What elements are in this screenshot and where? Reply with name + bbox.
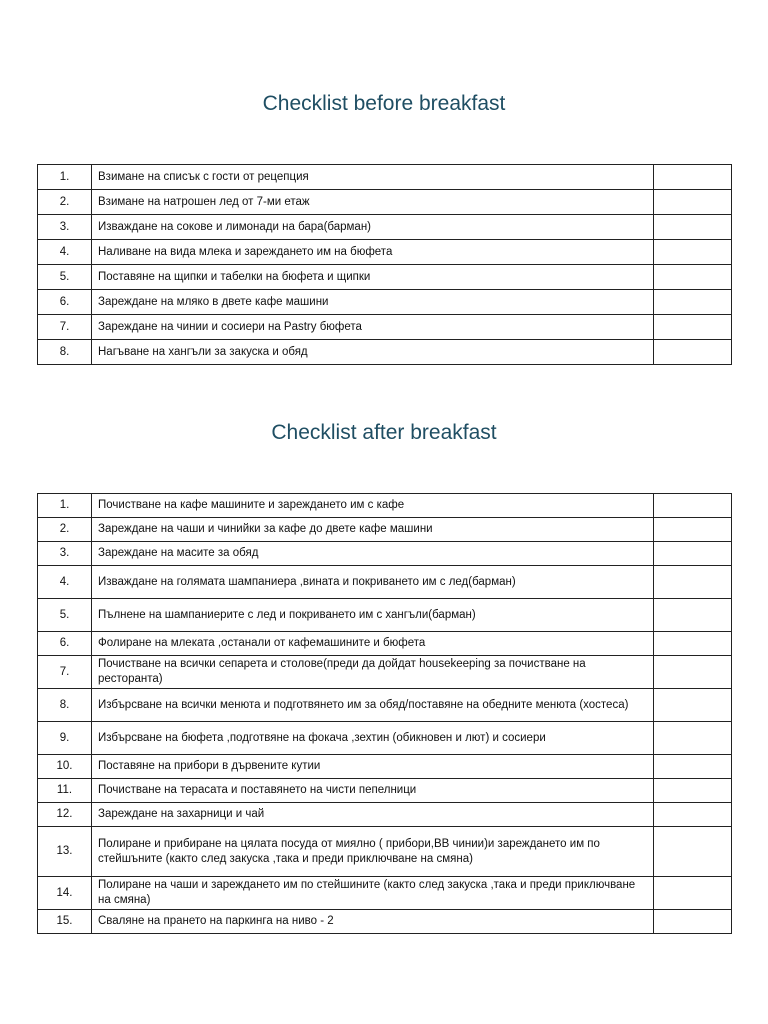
before-row-number: 1. [38, 165, 92, 190]
after-row [38, 910, 732, 934]
after-row-check-cell[interactable] [654, 542, 732, 566]
before-row-task: Изваждане на сокове и лимонади на бара(барман) [92, 215, 654, 240]
after-row [38, 566, 732, 599]
after-row-task: Пълнене на шампаниерите с лед и покриването им с хангъли(барман) [92, 599, 654, 632]
before-row [38, 315, 732, 340]
before-row [38, 340, 732, 365]
after-row [38, 755, 732, 779]
checklist-after-title: Checklist after breakfast [271, 421, 497, 444]
after-row-task: Полиране на чаши и зареждането им по стейшините (както след закуска ,така и преди приключване на смяна) [92, 877, 654, 910]
before-row-task: Зареждане на мляко в двете кафе машини [92, 290, 654, 315]
before-row [38, 165, 732, 190]
before-row [38, 290, 732, 315]
after-row [38, 632, 732, 656]
checklist-before-body [38, 165, 732, 365]
before-row-number: 4. [38, 240, 92, 265]
after-row-task: Полиране и прибиране на цялата посуда от миялно ( прибори,ВВ чинии)и зареждането им по стейшъните (както след закуска ,така и преди приключване на смяна) [92, 827, 654, 877]
after-row-task: Зареждане на захарници и чай [92, 803, 654, 827]
before-row [38, 265, 732, 290]
after-row-check-cell[interactable] [654, 689, 732, 722]
after-row-check-cell[interactable] [654, 566, 732, 599]
after-row [38, 542, 732, 566]
checklist-before-table [37, 164, 732, 365]
after-row-check-cell[interactable] [654, 827, 732, 877]
after-row-number: 9. [38, 722, 92, 755]
after-row [38, 779, 732, 803]
after-row-check-cell[interactable] [654, 599, 732, 632]
after-row [38, 877, 732, 910]
after-row-check-cell[interactable] [654, 518, 732, 542]
before-row-task: Взимане на списък с гости от рецепция [92, 165, 654, 190]
after-row-check-cell[interactable] [654, 877, 732, 910]
after-row-check-cell[interactable] [654, 755, 732, 779]
before-row-number: 8. [38, 340, 92, 365]
before-row-check-cell[interactable] [654, 265, 732, 290]
before-row-task: Зареждане на чинии и сосиери на Pastry бюфета [92, 315, 654, 340]
after-row-number: 7. [38, 656, 92, 689]
after-row-check-cell[interactable] [654, 656, 732, 689]
after-row-number: 10. [38, 755, 92, 779]
after-row-task: Почистване на кафе машините и зареждането им с кафе [92, 494, 654, 518]
before-row [38, 215, 732, 240]
before-row-check-cell[interactable] [654, 215, 732, 240]
checklist-after-table [37, 493, 732, 934]
after-row-number: 5. [38, 599, 92, 632]
before-row-number: 7. [38, 315, 92, 340]
checklist-after-body [38, 494, 732, 934]
after-row-check-cell[interactable] [654, 632, 732, 656]
after-row-number: 1. [38, 494, 92, 518]
before-row-check-cell[interactable] [654, 240, 732, 265]
after-row-number: 3. [38, 542, 92, 566]
before-row-number: 5. [38, 265, 92, 290]
before-row [38, 190, 732, 215]
after-row-task: Избърсване на всички менюта и подготвянето им за обяд/поставяне на обедните менюта (хостеса) [92, 689, 654, 722]
before-row-number: 6. [38, 290, 92, 315]
before-row-check-cell[interactable] [654, 165, 732, 190]
after-row-check-cell[interactable] [654, 494, 732, 518]
after-row-task: Фолиране на млеката ,останали от кафемашините и бюфета [92, 632, 654, 656]
before-row-task: Наливане на вида млека и зареждането им на бюфета [92, 240, 654, 265]
checklist-before-title: Checklist before breakfast [262, 92, 506, 115]
after-row [38, 722, 732, 755]
after-row [38, 827, 732, 877]
after-row-number: 15. [38, 910, 92, 934]
before-row-task: Взимане на натрошен лед от 7-ми етаж [92, 190, 654, 215]
before-row-task: Нагъване на хангъли за закуска и обяд [92, 340, 654, 365]
after-row-task: Изваждане на голямата шампаниера ,вината и покриването им с лед(барман) [92, 566, 654, 599]
after-row-number: 6. [38, 632, 92, 656]
after-row-task: Зареждане на чаши и чинийки за кафе до двете кафе машини [92, 518, 654, 542]
after-row-check-cell[interactable] [654, 910, 732, 934]
after-row-task: Избърсване на бюфета ,подготвяне на фокача ,зехтин (обикновен и лют) и сосиери [92, 722, 654, 755]
before-row-check-cell[interactable] [654, 315, 732, 340]
after-row-check-cell[interactable] [654, 779, 732, 803]
after-row [38, 803, 732, 827]
before-row-task: Поставяне на щипки и табелки на бюфета и щипки [92, 265, 654, 290]
after-row-number: 4. [38, 566, 92, 599]
after-row-check-cell[interactable] [654, 803, 732, 827]
after-row-task: Поставяне на прибори в дървените кутии [92, 755, 654, 779]
after-row [38, 599, 732, 632]
after-row-number: 14. [38, 877, 92, 910]
before-row [38, 240, 732, 265]
after-row [38, 689, 732, 722]
after-row-number: 8. [38, 689, 92, 722]
before-row-number: 3. [38, 215, 92, 240]
after-row-task: Почистване на терасата и поставянето на чисти пепелници [92, 779, 654, 803]
after-row [38, 518, 732, 542]
after-row [38, 494, 732, 518]
after-row-task: Сваляне на прането на паркинга на ниво - 2 [92, 910, 654, 934]
after-row-number: 13. [38, 827, 92, 877]
after-row-task: Зареждане на масите за обяд [92, 542, 654, 566]
after-row [38, 656, 732, 689]
after-row-number: 2. [38, 518, 92, 542]
before-row-number: 2. [38, 190, 92, 215]
after-row-number: 12. [38, 803, 92, 827]
after-row-check-cell[interactable] [654, 722, 732, 755]
before-row-check-cell[interactable] [654, 190, 732, 215]
after-row-number: 11. [38, 779, 92, 803]
after-row-task: Почистване на всички сепарета и столове(преди да дойдат housekeeping за почистване на ресторанта) [92, 656, 654, 689]
before-row-check-cell[interactable] [654, 290, 732, 315]
before-row-check-cell[interactable] [654, 340, 732, 365]
